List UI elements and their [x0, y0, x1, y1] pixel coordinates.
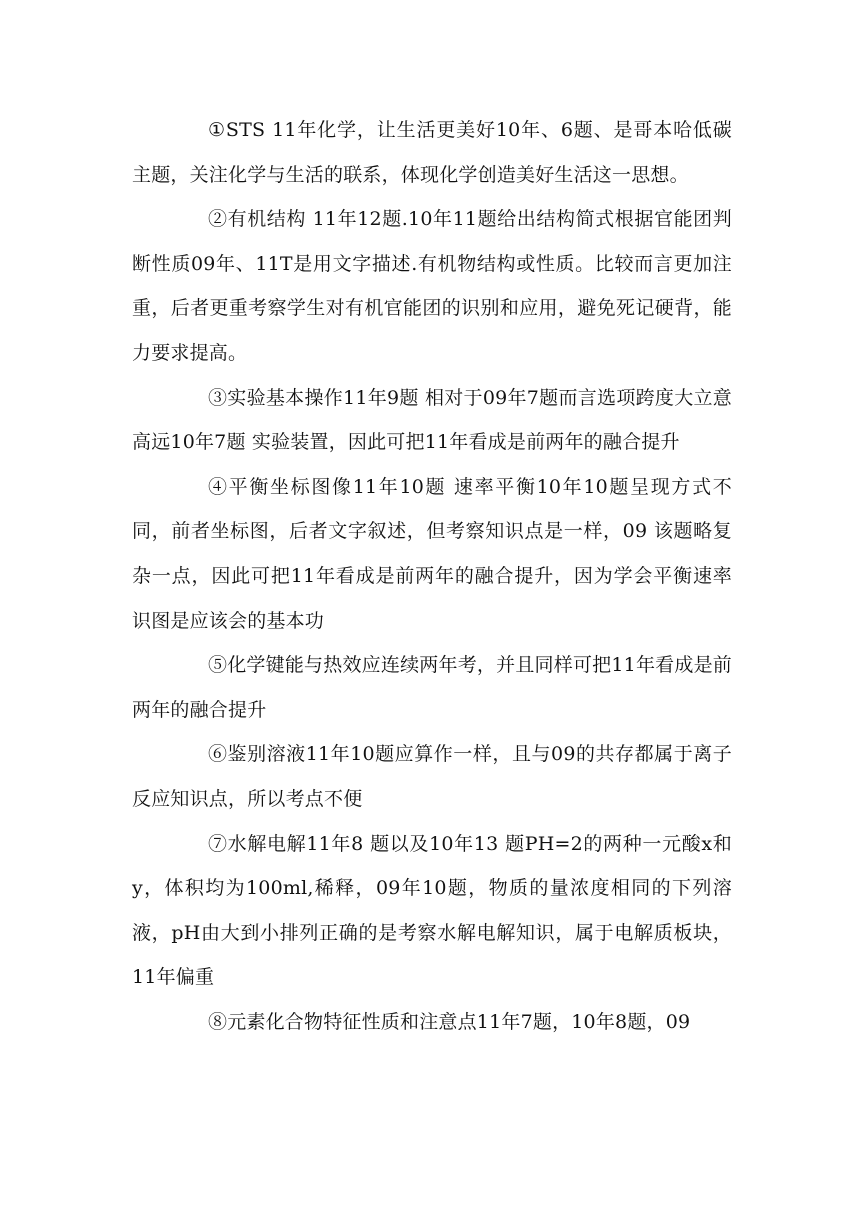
paragraph-lab-operation: ③实验基本操作11年9题 相对于09年7题而言选项跨度大立意高远10年7题 实验装置，因此可把11年看成是前两年的融合提升 — [132, 386, 732, 454]
paragraph-organic-structure: ②有机结构 11年12题.10年11题给出结构简式根据官能团判断性质09年、11T是用文字描述.有机物结构或性质。比较而言更加注重，后者更重考察学生对有机官能团的识别和应用，避免死记硬背，能力要求提高。 — [132, 208, 732, 364]
paragraph-bond-energy: ⑤化学键能与热效应连续两年考，并且同样可把11年看成是前两年的融合提升 — [132, 654, 732, 721]
paragraph-sts: ①STS 11年化学，让生活更美好10年、6题、是哥本哈低碳主题，关注化学与生活的联系，体现化学创造美好生活这一思想。 — [132, 119, 732, 186]
paragraph-equilibrium-graph: ④平衡坐标图像11年10题 速率平衡10年10题呈现方式不同，前者坐标图，后者文字叙述，但考察知识点是一样，09 该题略复杂一点，因此可把11年看成是前两年的融合提升，因为学会平衡速率识图是应该会的基本功 — [132, 475, 732, 632]
paragraph-solution-identification: ⑥鉴别溶液11年10题应算作一样，且与09的共存都属于离子反应知识点，所以考点不便 — [132, 743, 732, 810]
paragraph-element-compounds: ⑧元素化合物特征性质和注意点11年7题，10年8题，09 — [208, 1010, 691, 1033]
paragraph-hydrolysis-electrolysis: ⑦水解电解11年8 题以及10年13 题PH=2的两种一元酸x和y，体积均为100ml,稀释，09年10题，物质的量浓度相同的下列溶液，pH由大到小排列正确的是考察水解电解知识，属于电解质板块，11年偏重 — [132, 832, 732, 989]
document-body — [132, 108, 732, 1044]
